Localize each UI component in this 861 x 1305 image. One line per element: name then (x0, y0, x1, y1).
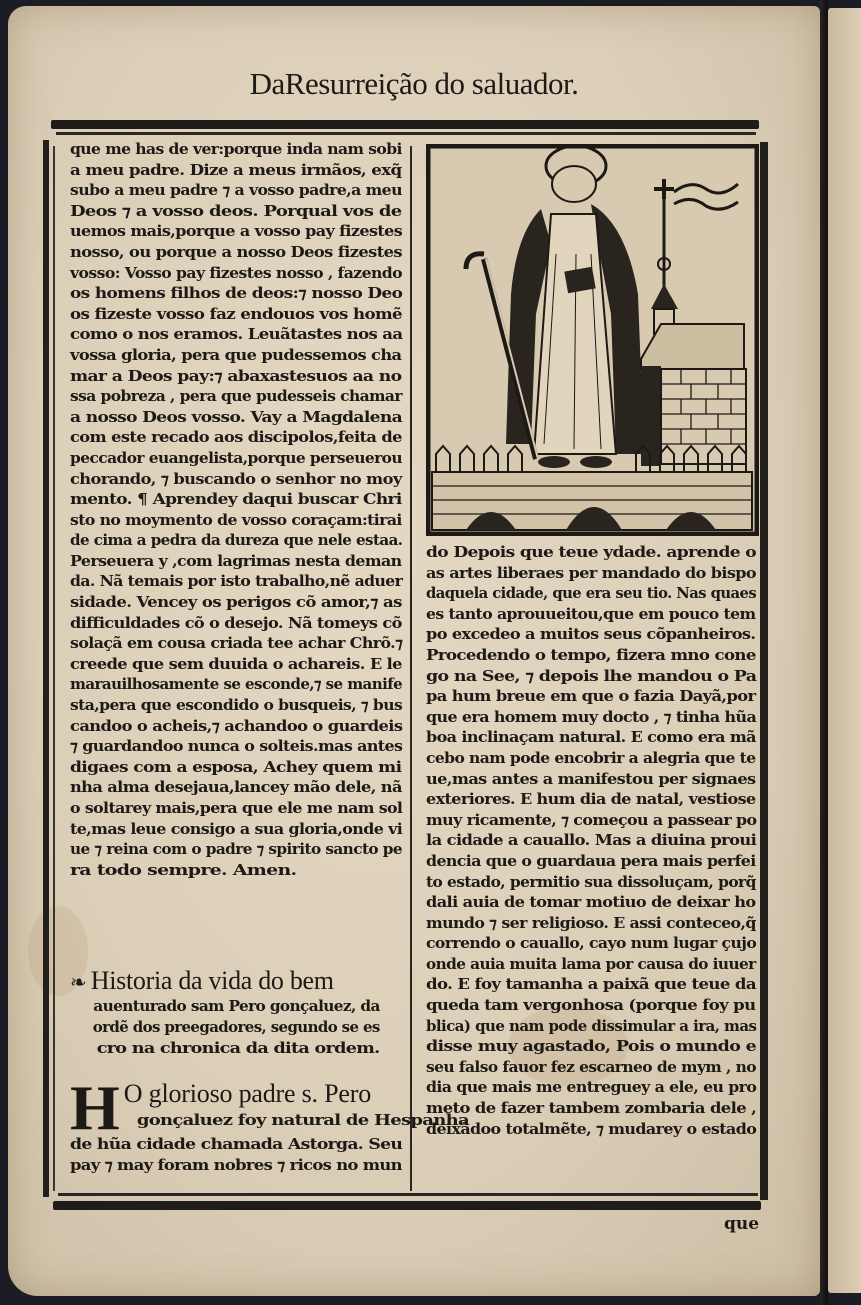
text-line: ue ⁊ reina com o padre ⁊ spirito sancto pe (70, 841, 403, 859)
text-line: nosso, ou porque a nosso Deos fizestes (70, 243, 402, 261)
text-line: creede que sem duuida o achareis. E le (70, 655, 402, 673)
right-column-text (426, 543, 761, 1140)
text-line: mar a Deos pay:⁊ abaxastesuos aa no (70, 367, 402, 385)
text-line: mundo ⁊ ser religioso. E assi conteceo,q̃ (426, 914, 756, 932)
text-line: sta,pera que escondido o busqueis, ⁊ bus (70, 697, 403, 715)
text-line: muy ricamente, ⁊ começou a passear po (426, 811, 757, 829)
saint-head (552, 166, 596, 202)
catchword: que (724, 1214, 760, 1234)
text-line: como o nos eramos. Leuãtastes nos aa (70, 326, 403, 344)
incipit-line: de hũa cidade chamada Astorga. Seu (70, 1136, 403, 1153)
text-line: chorando, ⁊ buscando o senhor no moy (70, 470, 402, 488)
text-line: pa hum breue em que o fazia Dayã,por (426, 688, 756, 706)
text-line: la cidade a cauallo. Mas a diuina proui (426, 832, 757, 850)
top-rule-thick (51, 120, 759, 129)
section-subtitle-line: auenturado sam Pero gonçaluez, da (93, 998, 380, 1015)
text-line: digaes com a esposa, Achey quem mi (70, 758, 402, 776)
text-line: mento. ¶ Aprendey daqui buscar Chri (70, 491, 402, 509)
text-line: te,mas leue consigo a sua gloria,onde vi (70, 820, 403, 838)
chapel-wall (661, 369, 746, 464)
text-line: da. Nã temais por isto trabalho,nẽ aduer (70, 573, 403, 591)
incipit-paragraph (70, 1072, 469, 1176)
text-line: vosso: Vosso pay fizestes nosso , fazendo (70, 264, 403, 282)
text-line: uemos mais,porque a vosso pay fizestes (70, 223, 403, 241)
text-line: difficuldades cõ o desejo. Nã tomeys cõ (70, 614, 402, 632)
text-line: dali auia de tomar motiuo de deixar ho (426, 894, 756, 912)
text-line: nha alma desejaua,lancey mão dele, nã (70, 779, 402, 797)
text-line: as artes liberaes per mandado do bispo (426, 564, 756, 582)
text-line: sto no moymento de vosso coraçam:tirai (70, 511, 402, 529)
text-line: seu falso fauor fez escarneo de mym , no (426, 1058, 757, 1076)
text-line: exteriores. E hum dia de natal, vestiose (426, 791, 756, 809)
text-line: correndo o cauallo, cayo num lugar çujo (426, 935, 757, 953)
text-line: marauilhosamente se esconde,⁊ se manife (70, 676, 403, 694)
text-line: do Depois que teue ydade. aprende o (426, 544, 757, 561)
incipit-line: pay ⁊ may foram nobres ⁊ ricos no mun (70, 1157, 402, 1174)
text-line: boa inclinaçam natural. E como era mã (426, 729, 756, 747)
incipit-first-line: O glorioso padre s. Pero (123, 1079, 371, 1108)
section-heading (70, 966, 408, 1059)
text-line: queda tam vergonhosa (porque foy pu (426, 997, 756, 1015)
facing-page-edge (828, 8, 861, 1293)
text-line: blica) que nam pode dissimular a ira, mas (426, 1017, 757, 1035)
text-line: ue,mas antes a manifestou per signaes (426, 770, 756, 788)
text-line: os homens filhos de deos:⁊ nosso Deo (70, 285, 403, 303)
section-subtitle-line: ordẽ dos preegadores, segundo se es (92, 1019, 380, 1036)
text-line: disse muy agastado, Pois o mundo e (426, 1038, 757, 1056)
text-line: deixãdoo totalmẽte, ⁊ mudarey o estado (426, 1120, 757, 1138)
left-border (43, 140, 49, 1197)
left-column-text (70, 140, 408, 881)
text-line: com este recado aos discipolos,feita de (70, 429, 402, 447)
text-line: Perseuera y ,com lagrimas nesta deman (70, 552, 402, 570)
text-line: de cima a pedra da dureza que nele estaa. (70, 532, 403, 550)
initial-letter: H (70, 1072, 120, 1143)
text-line: meto de fazer tambem zombaria dele , (426, 1100, 757, 1118)
fleuron-icon: ❧ (70, 970, 87, 994)
text-line: dia que mais me entreguey a ele, eu pro (426, 1079, 757, 1097)
text-line: po excedeo a muitos seus cõpanheiros. (426, 626, 756, 644)
text-line: Deos ⁊ a vosso deos. Porqual vos de (70, 202, 402, 220)
woodcut-illustration (426, 144, 759, 536)
bottom-rule-thin (58, 1193, 758, 1196)
book-gutter (820, 0, 828, 1305)
text-line: subo a meu padre ⁊ a vosso padre,a meu (70, 182, 402, 200)
book-page (8, 6, 820, 1296)
text-line: solaçã em cousa criada tee achar Chrõ.⁊ (70, 635, 403, 653)
text-line: dencia que o guardaua pera mais perfei (426, 852, 756, 870)
text-line: to estado, permitio sua dissoluçam, porq̃ (426, 873, 756, 891)
text-line: do. E foy tamanha a paixã que teue da (426, 976, 756, 994)
text-line: Procedendo o tempo, fizera mno cone (426, 646, 756, 664)
running-head: DaResurreição do saluador. (249, 66, 579, 101)
text-line: o soltarey mais,pera que ele me nam sol (70, 800, 403, 817)
text-line: sidade. Vencey os perigos cõ amor,⁊ as (70, 594, 402, 612)
text-line: cebo nam pode encobrir a alegria que te (426, 749, 756, 767)
text-line: vossa gloria, pera que pudessemos cha (70, 346, 402, 364)
section-title: Historia da vida do bem (90, 966, 334, 995)
text-line: peccador euangelista,porque perseuerou (70, 449, 402, 467)
text-line: que era homem muy docto , ⁊ tinha hũa (426, 708, 757, 726)
chapel-roof (641, 324, 744, 369)
text-line: os fizeste vosso faz endouos vos homẽ (70, 305, 403, 323)
text-line: daquela cidade, que era seu tio. Nas quaes (426, 585, 757, 603)
section-subtitle-line: cro na chronica da dita ordem. (96, 1040, 380, 1057)
text-line: ra todo sempre. Amen. (70, 861, 297, 879)
text-line: es tanto aprouueitou,que em pouco tem (426, 605, 756, 623)
text-line: go na See, ⁊ depois lhe mandou o Pa (426, 667, 757, 685)
text-line: a nosso Deos vosso. Vay a Magdalena (70, 408, 403, 426)
text-line: que me has de ver:porque inda nam sobi (70, 141, 402, 158)
top-rule-thin (56, 132, 756, 135)
left-border-inner (53, 146, 55, 1191)
text-line: candoo o acheis,⁊ achandoo o guardeis (70, 717, 403, 735)
bottom-rule-thick (53, 1201, 761, 1210)
text-line: a meu padre. Dize a meus irmãos, exq̃ (70, 161, 402, 179)
text-line: onde auia muita lama por causa do iuuer (426, 955, 756, 973)
incipit-line: gonçaluez foy natural de Hespanha (136, 1112, 469, 1129)
text-line: ⁊ guardandoo nunca o solteis.mas antes (70, 738, 403, 756)
text-line: ssa pobreza , pera que pudesseis chamar (70, 388, 402, 406)
